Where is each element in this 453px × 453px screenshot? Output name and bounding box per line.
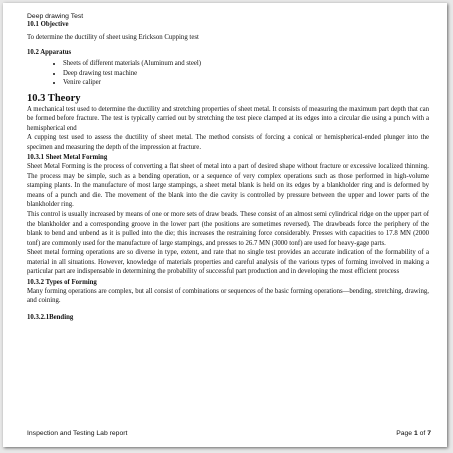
types-of-forming-heading: 10.3.2 Types of Forming — [27, 278, 97, 286]
document-title: Deep drawing Test — [27, 13, 84, 20]
theory-paragraph-1: A mechanical test used to determine the ductility and stretching properties of sheet metal. It consists of measuring the maximum part depth that can be formed before fracture. The test is typically carried out by stretching the test piece clamped at its edges into a circular die using a punch with a hemispherical end — [27, 105, 429, 132]
page-current: 1 — [413, 430, 418, 437]
apparatus-item: • Sheets of different materials (Aluminum and steel) — [63, 59, 429, 69]
sheet-metal-forming-paragraph-2: This control is usually increased by means of one or more sets of draw beads. These consist of an almost semi cylindrical ridge on the upper part of the blankholder and a corresponding groove in the lower part (the positions are sometimes reversed). The drawbeads force the periphery of the blank to bend and unbend as it is pulled into the die; this increases the restraining force considerably. Presses with capacities to 17.8 MN (2000 tonf) are commonly used for the manufacture of large stampings, and presses to 26.7 MN (3000 tonf) are used for heavy-gage parts. — [27, 210, 429, 247]
page-content — [27, 13, 429, 322]
apparatus-item: • Deep drawing test machine — [63, 69, 429, 79]
document-page — [3, 3, 447, 447]
objective-text: To determine the ductility of sheet using Erickson Cupping test — [27, 34, 199, 41]
apparatus-item: • Venire caliper — [63, 78, 429, 88]
footer-report-name: Inspection and Testing Lab report — [27, 430, 128, 437]
types-of-forming-paragraph: Many forming operations are complex, but all consist of combinations or sequences of the basic forming operations—bending, stretching, drawing, and coining. — [27, 287, 429, 305]
page-footer — [27, 430, 431, 438]
sheet-metal-forming-paragraph-3: Sheet metal forming operations are so diverse in type, extent, and rate that no single test provides an accurate indication of the formability of a material in all situations. However, knowledge of materials properties and careful analysis of the various types of forming involved in making a particular part are indispensable in determining the probability of successful part production and in developing the most efficient process — [27, 249, 429, 276]
apparatus-heading: 10.2 Apparatus — [27, 49, 72, 56]
page-label: Page — [396, 430, 413, 437]
apparatus-list — [27, 59, 429, 88]
theory-heading: 10.3 Theory — [27, 92, 81, 104]
theory-paragraph-2: A cupping test used to assess the ductility of sheet metal. The method consists of forcing a conical or hemispherical-ended plunger into the specimen and measuring the depth of the impression at fracture. — [27, 134, 429, 151]
bending-heading: 10.3.2.1Bending — [27, 313, 74, 321]
page-total: 7 — [427, 430, 431, 437]
page-of: of — [419, 430, 426, 437]
sheet-metal-forming-paragraph-1: Sheet Metal Forming is the process of converting a flat sheet of metal into a part of desired shape without fracture or excessive localized thinning. The process may be simple, such as a bending operation, or a sequence of very complex operations such as those performed in high-volume stamping plants. In the manufacture of most large stampings, a sheet metal blank is held on its edges by a blankholder ring and is deformed by means of a punch and die. The movement of the blank into the die cavity is controlled by pressure between the upper and lower parts of the blankholder ring. — [27, 163, 429, 209]
section-10-1-heading: 10.1 Objective — [27, 21, 69, 28]
footer-page-number — [396, 430, 431, 438]
sheet-metal-forming-heading: 10.3.1 Sheet Metal Forming — [27, 154, 108, 162]
